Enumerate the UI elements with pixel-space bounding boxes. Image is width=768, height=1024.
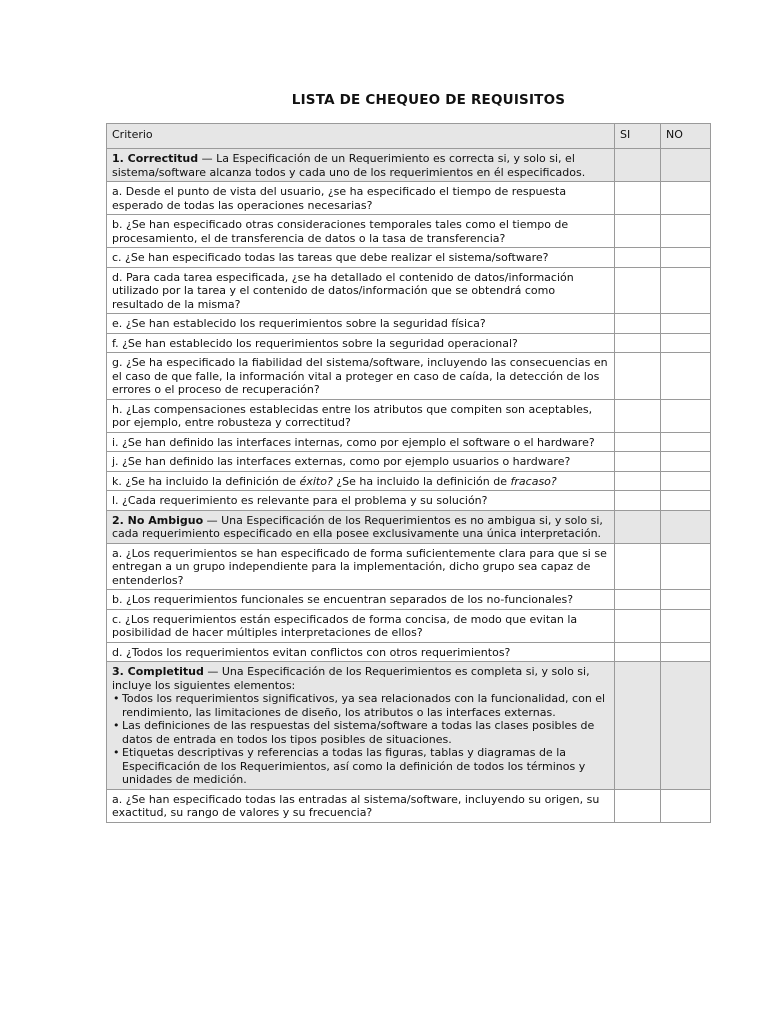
section-row-correctitud	[107, 149, 711, 182]
criterion-text: j. ¿Se han definido las interfaces externas, como por ejemplo usuarios o hardware?	[107, 452, 615, 472]
table-row	[107, 432, 711, 452]
no-cell[interactable]	[661, 471, 711, 491]
criterion-cell	[107, 149, 615, 182]
criterion-text: c. ¿Se han especificado todas las tareas que debe realizar el sistema/software?	[107, 248, 615, 268]
criterion-cell	[107, 510, 615, 543]
section-row-no-ambiguo	[107, 510, 711, 543]
si-cell[interactable]	[615, 353, 661, 400]
section-name: 1. Correctitud	[112, 152, 199, 165]
criterion-text: k. ¿Se ha incluido la definición de	[112, 474, 300, 488]
si-cell[interactable]	[615, 149, 661, 182]
criterion-text: g. ¿Se ha especificado la fiabilidad del sistema/software, incluyendo las consecuencias en el caso de que falle, la información vital a proteger en caso de caída, la detección de los errores o el proceso de recuperación?	[107, 353, 615, 400]
no-cell[interactable]	[661, 642, 711, 662]
no-cell[interactable]	[661, 543, 711, 590]
criterion-cell	[107, 662, 615, 790]
criterion-text: h. ¿Las compensaciones establecidas entre los atributos que compiten son aceptables, por ejemplo, entre robusteza y correctitud?	[107, 399, 615, 432]
no-cell[interactable]	[661, 399, 711, 432]
section-description: — La Especificación de un Requerimiento es correcta si, y solo si, el sistema/software alcanza todos y cada uno de los requerimientos en él especificados.	[112, 152, 586, 179]
no-cell[interactable]	[661, 267, 711, 314]
italic-term: fracaso?	[510, 474, 557, 488]
si-cell[interactable]	[615, 789, 661, 822]
si-cell[interactable]	[615, 399, 661, 432]
criterion-text: d. ¿Todos los requerimientos evitan conflictos con otros requerimientos?	[107, 642, 615, 662]
si-cell[interactable]	[615, 471, 661, 491]
criterion-text: i. ¿Se han definido las interfaces internas, como por ejemplo el software o el hardware?	[107, 432, 615, 452]
table-row	[107, 353, 711, 400]
header-criterio: Criterio	[107, 124, 615, 149]
table-row	[107, 543, 711, 590]
no-cell[interactable]	[661, 510, 711, 543]
header-row	[107, 124, 711, 149]
section-row-completitud	[107, 662, 711, 790]
list-item: • Todos los requerimientos significativos, ya sea relacionados con la funcionalidad, con el rendimiento, las limitaciones de diseño, los atributos o las interfaces externas.	[122, 692, 609, 719]
criterion-text: b. ¿Los requerimientos funcionales se encuentran separados de los no-funcionales?	[107, 590, 615, 610]
table-row	[107, 642, 711, 662]
no-cell[interactable]	[661, 333, 711, 353]
criterion-text: b. ¿Se han especificado otras consideraciones temporales tales como el tiempo de procesamiento, el de transferencia de datos o la tasa de transferencia?	[107, 215, 615, 248]
no-cell[interactable]	[661, 314, 711, 334]
si-cell[interactable]	[615, 642, 661, 662]
list-item: • Las definiciones de las respuestas del sistema/software a todas las clases posibles de datos de entrada en todos los tipos posibles de situaciones.	[122, 719, 609, 746]
no-cell[interactable]	[661, 432, 711, 452]
no-cell[interactable]	[661, 452, 711, 472]
section-name: 3. Completitud	[112, 665, 204, 678]
criterion-cell	[107, 471, 615, 491]
no-cell[interactable]	[661, 353, 711, 400]
si-cell[interactable]	[615, 333, 661, 353]
list-item: • Etiquetas descriptivas y referencias a todas las figuras, tablas y diagramas de la Especificación de los Requerimientos, así como la definición de todos los términos y unidades de medición.	[122, 746, 609, 787]
bullet-list	[112, 692, 609, 787]
si-cell[interactable]	[615, 609, 661, 642]
table-row	[107, 471, 711, 491]
table-row	[107, 491, 711, 511]
si-cell[interactable]	[615, 452, 661, 472]
no-cell[interactable]	[661, 590, 711, 610]
si-cell[interactable]	[615, 182, 661, 215]
no-cell[interactable]	[661, 662, 711, 790]
table-row	[107, 452, 711, 472]
header-si: SI	[615, 124, 661, 149]
header-no: NO	[661, 124, 711, 149]
criterion-text: l. ¿Cada requerimiento es relevante para el problema y su solución?	[107, 491, 615, 511]
table-row	[107, 399, 711, 432]
table-row	[107, 333, 711, 353]
table-row	[107, 267, 711, 314]
section-description: — Una Especificación de los Requerimientos es no ambigua si, y solo si, cada requerimiento especificado en ella posee exclusivamente una única interpretación.	[112, 513, 603, 540]
no-cell[interactable]	[661, 248, 711, 268]
no-cell[interactable]	[661, 789, 711, 822]
si-cell[interactable]	[615, 543, 661, 590]
section-description: — Una Especificación de los Requerimientos es completa si, y solo si, incluye los siguientes elementos:	[112, 665, 590, 692]
table-row	[107, 314, 711, 334]
no-cell[interactable]	[661, 491, 711, 511]
page-title: LISTA DE CHEQUEO DE REQUISITOS	[291, 92, 566, 108]
table-row	[107, 609, 711, 642]
si-cell[interactable]	[615, 267, 661, 314]
table-row	[107, 215, 711, 248]
section-name: 2. No Ambiguo	[112, 513, 204, 527]
italic-term: éxito?	[299, 474, 333, 488]
si-cell[interactable]	[615, 590, 661, 610]
table-row	[107, 182, 711, 215]
checklist-table	[106, 123, 711, 823]
si-cell[interactable]	[615, 215, 661, 248]
criterion-text: a. ¿Los requerimientos se han especificado de forma suficientemente clara para que si se entregan a un grupo independiente para la implementación, dicho grupo sea capaz de entenderlos?	[107, 543, 615, 590]
no-cell[interactable]	[661, 149, 711, 182]
si-cell[interactable]	[615, 248, 661, 268]
criterion-text: f. ¿Se han establecido los requerimientos sobre la seguridad operacional?	[107, 333, 615, 353]
si-cell[interactable]	[615, 510, 661, 543]
no-cell[interactable]	[661, 609, 711, 642]
si-cell[interactable]	[615, 314, 661, 334]
table-row	[107, 590, 711, 610]
no-cell[interactable]	[661, 182, 711, 215]
si-cell[interactable]	[615, 432, 661, 452]
criterion-text: e. ¿Se han establecido los requerimientos sobre la seguridad física?	[107, 314, 615, 334]
no-cell[interactable]	[661, 215, 711, 248]
criterion-text: a. ¿Se han especificado todas las entradas al sistema/software, incluyendo su origen, su exactitud, su rango de valores y su frecuencia?	[107, 789, 615, 822]
table-row	[107, 789, 711, 822]
si-cell[interactable]	[615, 662, 661, 790]
criterion-text: d. Para cada tarea especificada, ¿se ha detallado el contenido de datos/información utilizado por la tarea y el contenido de datos/información que se obtendrá como resultado de la misma?	[107, 267, 615, 314]
si-cell[interactable]	[615, 491, 661, 511]
criterion-text: a. Desde el punto de vista del usuario, ¿se ha especificado el tiempo de respuesta esperado de todas las operaciones necesarias?	[107, 182, 615, 215]
criterion-text: c. ¿Los requerimientos están especificados de forma concisa, de modo que evitan la posibilidad de hacer múltiples interpretaciones de ellos?	[107, 609, 615, 642]
table-row	[107, 248, 711, 268]
criterion-text: ¿Se ha incluido la definición de	[332, 474, 511, 488]
